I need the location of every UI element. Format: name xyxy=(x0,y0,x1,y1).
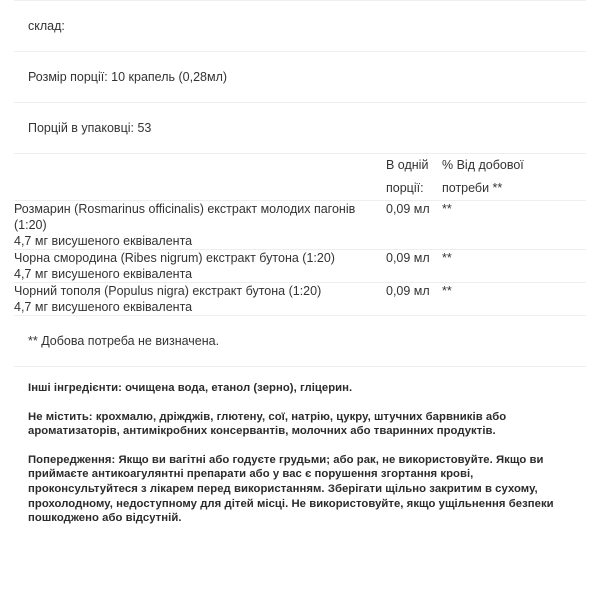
ingredient-name-line1: Чорна смородина (Ribes nigrum) екстракт бутона (1:20) xyxy=(14,251,335,265)
ingredient-amount-cell: 0,09 мл xyxy=(386,250,442,283)
table-row xyxy=(14,250,586,283)
ingredient-amount-cell: 0,09 мл xyxy=(386,201,442,250)
table-row xyxy=(14,201,586,250)
servings-per-container-row: Порцій в упаковці: 53 xyxy=(28,121,152,135)
daily-value-footnote: ** Добова потреба не визначена. xyxy=(28,334,220,348)
bottom-text-block xyxy=(14,367,586,526)
ingredient-name-cell xyxy=(14,201,386,250)
ingredient-name-line2: 4,7 мг висушеного еквівалента xyxy=(14,267,193,281)
header-nutrient-name xyxy=(14,154,386,201)
warning-text: Попередження: Якщо ви вагітні або годуєте грудьми; або рак, не використовуйте. Якщо ви приймаєте антикоагулянтні препарати або у вас є порушення згортання крові, проконсультуйтеся з лікарем перед використанням. Зберігати щільно закритим в сухому, прохолодному, недоступному для дітей місці. Не використовуйте, якщо ущільнення безпеки пошкоджено або відсутній. xyxy=(28,453,554,525)
ingredient-name-cell xyxy=(14,250,386,283)
serving-size-row: Розмір порції: 10 крапель (0,28мл) xyxy=(28,70,228,84)
ingredient-amount-cell: 0,09 мл xyxy=(386,283,442,316)
ingredient-name-line1: Розмарин (Rosmarinus officinalis) екстракт молодих пагонів (1:20) xyxy=(14,202,356,232)
nutrition-table-header xyxy=(14,154,586,201)
ingredient-name-cell xyxy=(14,283,386,316)
header-daily-value xyxy=(442,154,586,201)
table-header-row xyxy=(14,154,586,201)
ingredient-name-line2: 4,7 мг висушеного еквівалента xyxy=(14,300,193,314)
ingredient-name-line2: 4,7 мг висушеного еквівалента xyxy=(14,234,193,248)
ingredient-daily-value-cell: ** xyxy=(442,283,586,316)
free-from-text: Не містить: крохмалю, дріжджів, глютену, сої, натрію, цукру, штучних барвників або ароматизаторів, антимікробних консервантів, молочних або тваринних продуктів. xyxy=(28,410,507,438)
ingredient-daily-value-cell: ** xyxy=(442,250,586,283)
nutrition-table xyxy=(14,154,586,315)
ingredient-daily-value-cell: ** xyxy=(442,201,586,250)
ingredient-name-line1: Чорний тополя (Populus nigra) екстракт бутона (1:20) xyxy=(14,284,322,298)
header-amount-line1: В одній xyxy=(386,158,429,172)
nutrition-table-body xyxy=(14,201,586,316)
header-dv-line1: % Від добової xyxy=(442,158,524,172)
supplement-label-heading: склад: xyxy=(28,19,65,33)
header-dv-line2: потреби ** xyxy=(442,181,503,195)
other-ingredients-text: Інші інгредієнти: очищена вода, етанол (зерно), гліцерин. xyxy=(28,382,353,394)
header-amount-per-serving xyxy=(386,154,442,201)
table-row xyxy=(14,283,586,316)
header-amount-line2: порції: xyxy=(386,181,424,195)
